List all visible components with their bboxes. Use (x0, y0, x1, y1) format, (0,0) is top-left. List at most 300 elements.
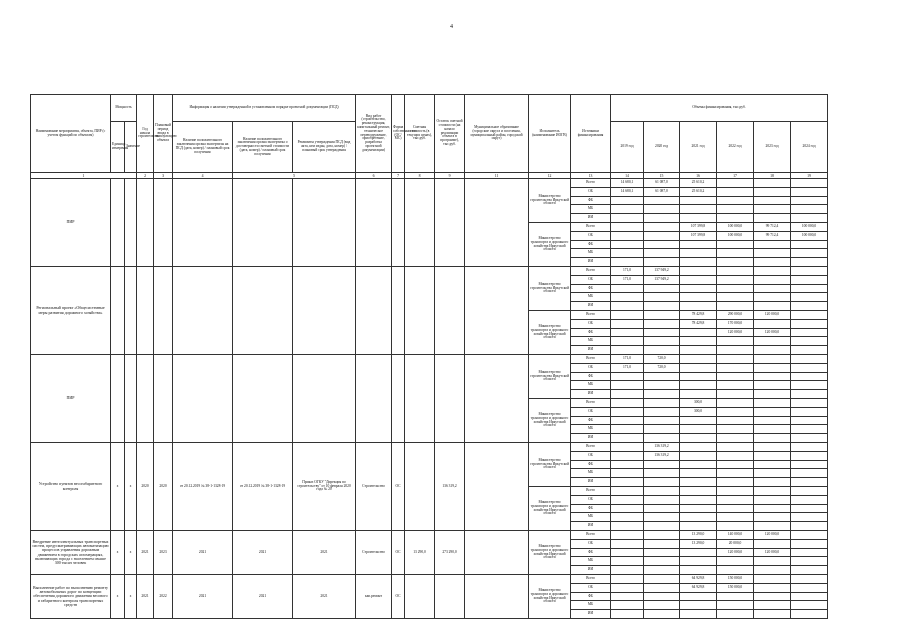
header-value: Значение (125, 122, 137, 173)
funding-value-cell (754, 487, 791, 496)
funding-value-cell (791, 566, 828, 575)
pd-estimate-cell: 2021 (233, 575, 293, 619)
funding-source-cell: ФБ (571, 372, 611, 381)
funding-value-cell (680, 214, 717, 223)
funding-value-cell (680, 495, 717, 504)
funding-value-cell (611, 214, 644, 223)
funding-value-cell (644, 346, 680, 355)
funding-value-cell (611, 548, 644, 557)
funding-value-cell (644, 399, 680, 408)
funding-value-cell (680, 469, 717, 478)
funding-value-cell (717, 196, 754, 205)
funding-value-cell (754, 179, 791, 188)
funding-value-cell (611, 592, 644, 601)
funding-value-cell (791, 478, 828, 487)
funding-value-cell (611, 557, 644, 566)
funding-source-cell: ИИ (571, 610, 611, 619)
funding-value-cell (754, 539, 791, 548)
column-number: 12 (529, 173, 571, 179)
funding-value-cell (754, 592, 791, 601)
funding-value-cell: 290 000,0 (717, 311, 754, 320)
funding-value-cell (644, 337, 680, 346)
object-name-cell: Внедрение интеллектуальных транспортных систем, предусматривающих автоматизацию процессов управления дорожным движением в городских агломерациях, включающих города с населением свыше 300 тысяч человек (31, 531, 111, 575)
funding-value-cell (791, 610, 828, 619)
investment-objects-table (30, 94, 864, 619)
funding-value-cell: 64 929,8 (680, 583, 717, 592)
funding-value-cell (611, 249, 644, 258)
header-year-2019: 2019 год (611, 122, 644, 173)
object-name-cell: Выполнение работ по выполнению ремонту автомобильных дорог по концепции обеспечения дорожного движения весового и габаритного контроля транспортных средств (31, 575, 111, 619)
end-year-cell: 2022 (154, 575, 173, 619)
funding-value-cell (717, 372, 754, 381)
funding-value-cell (611, 478, 644, 487)
funding-value-cell (791, 451, 828, 460)
end-year-cell (154, 355, 173, 443)
funding-value-cell (717, 487, 754, 496)
funding-value-cell (791, 275, 828, 284)
capacity-value-cell (125, 355, 137, 443)
remaining-cost-cell (435, 267, 465, 355)
funding-source-cell: ФБ (571, 416, 611, 425)
funding-value-cell (791, 416, 828, 425)
funding-source-cell: ФБ (571, 328, 611, 337)
funding-value-cell (680, 566, 717, 575)
capacity-value-cell: х (125, 531, 137, 575)
funding-value-cell (717, 187, 754, 196)
funding-value-cell: 61 087,0 (644, 179, 680, 188)
funding-source-cell: ОБ (571, 583, 611, 592)
funding-source-cell: ОБ (571, 495, 611, 504)
funding-value-cell: 150 000,0 (717, 583, 754, 592)
funding-value-cell (644, 469, 680, 478)
remaining-cost-cell (435, 179, 465, 267)
funding-value-cell (680, 460, 717, 469)
funding-value-cell (611, 469, 644, 478)
executor-cell: Министерство транспорта и дорожного хозяйства Иркутской области (529, 399, 571, 443)
funding-value-cell (644, 495, 680, 504)
object-name-cell: ПИР (31, 355, 111, 443)
funding-value-cell (644, 249, 680, 258)
funding-value-cell (754, 319, 791, 328)
funding-value-cell (644, 372, 680, 381)
funding-value-cell (754, 575, 791, 584)
funding-value-cell (754, 346, 791, 355)
funding-value-cell: 720,0 (644, 363, 680, 372)
funding-value-cell (791, 205, 828, 214)
pd-expertise-cell (173, 179, 233, 267)
funding-value-cell (717, 522, 754, 531)
funding-value-cell (754, 495, 791, 504)
capacity-value-cell: х (125, 575, 137, 619)
header-start-year: Год начала строительства (137, 95, 154, 173)
funding-value-cell (611, 601, 644, 610)
start-year-cell (137, 267, 154, 355)
funding-value-cell (611, 575, 644, 584)
header-year-2023: 2023 год (754, 122, 791, 173)
executor-cell: Министерство строительства Иркутской области (529, 267, 571, 311)
funding-value-cell (791, 434, 828, 443)
funding-value-cell (754, 460, 791, 469)
funding-value-cell (791, 355, 828, 364)
funding-value-cell (644, 548, 680, 557)
funding-value-cell (680, 258, 717, 267)
object-name-cell: Региональный проект «Общесистемные меры развития дорожного хозяйства» (31, 267, 111, 355)
funding-source-cell: МБ (571, 513, 611, 522)
table-row (31, 179, 864, 188)
funding-value-cell: 61 087,0 (644, 187, 680, 196)
funding-value-cell (611, 434, 644, 443)
funding-value-cell (611, 610, 644, 619)
funding-value-cell (680, 601, 717, 610)
funding-value-cell (754, 267, 791, 276)
estimate-cost-cell (405, 443, 435, 531)
funding-value-cell: 100 000,0 (791, 231, 828, 240)
funding-source-cell: ФБ (571, 504, 611, 513)
funding-value-cell (611, 319, 644, 328)
pd-estimate-cell (233, 355, 293, 443)
funding-value-cell (680, 522, 717, 531)
funding-value-cell (791, 196, 828, 205)
funding-value-cell (644, 381, 680, 390)
start-year-cell: 2020 (137, 443, 154, 531)
funding-value-cell (754, 196, 791, 205)
funding-value-cell (644, 390, 680, 399)
pd-expertise-cell: 2021 (173, 531, 233, 575)
funding-source-cell: Всего (571, 179, 611, 188)
header-pd-info: Информация о наличии утвержденной в установленном порядке проектной документации (ПСД) (173, 95, 356, 122)
header-end-year: Плановый период ввода в эксплуатацию объекта (154, 95, 173, 173)
funding-value-cell (754, 478, 791, 487)
funding-value-cell (644, 205, 680, 214)
funding-value-cell (680, 240, 717, 249)
executor-cell: Министерство транспорта и дорожного хозяйства Иркутской области (529, 487, 571, 531)
header-funding: Объемы финансирования, тыс.руб. (611, 95, 828, 122)
funding-value-cell (644, 522, 680, 531)
funding-value-cell (611, 443, 644, 452)
header-year-2022: 2022 год (717, 122, 754, 173)
funding-value-cell (680, 487, 717, 496)
header-pd-approval: Реквизиты утверждения ПСД (вид акта, кем издан, дата, номер) / плановый срок утверждения (293, 122, 356, 173)
header-pd-estimate: Наличие положительного заключения органа экспертизы о достоверности сметной стоимости (дата, номер) / плановый срок получения (233, 122, 293, 173)
funding-source-cell: Всего (571, 443, 611, 452)
funding-value-cell (680, 451, 717, 460)
municipality-cell (465, 443, 529, 531)
end-year-cell: 2020 (154, 443, 173, 531)
executor-cell: Министерство строительства Иркутской области (529, 355, 571, 399)
funding-value-cell (717, 469, 754, 478)
funding-value-cell (754, 187, 791, 196)
funding-value-cell (680, 610, 717, 619)
funding-value-cell (754, 249, 791, 258)
funding-value-cell (680, 196, 717, 205)
pd-approval-cell: 2021 (293, 575, 356, 619)
header-capacity: Мощность (111, 95, 137, 122)
work-type-cell: Строительство (356, 443, 392, 531)
funding-source-cell: ФБ (571, 284, 611, 293)
funding-source-cell: МБ (571, 469, 611, 478)
funding-source-cell: МБ (571, 601, 611, 610)
funding-value-cell (644, 425, 680, 434)
funding-value-cell (754, 293, 791, 302)
funding-value-cell (717, 610, 754, 619)
pd-expertise-cell: от 20.12.2019 № 38-1-1328-19 (173, 443, 233, 531)
pd-estimate-cell (233, 179, 293, 267)
funding-value-cell (680, 443, 717, 452)
funding-value-cell (791, 214, 828, 223)
funding-value-cell (754, 337, 791, 346)
funding-source-cell: ФБ (571, 592, 611, 601)
pd-approval-cell (293, 355, 356, 443)
header-executor: Исполнитель (наименование ИОГВ) (529, 95, 571, 173)
table-body (31, 179, 864, 619)
capacity-unit-cell (111, 179, 125, 267)
funding-value-cell (611, 583, 644, 592)
funding-value-cell: 170 000,0 (717, 319, 754, 328)
funding-source-cell: Всего (571, 355, 611, 364)
funding-source-cell: ФБ (571, 240, 611, 249)
funding-value-cell (791, 443, 828, 452)
column-number: 2 (137, 173, 154, 179)
object-name-cell: Устройство пунктов весогабаритного контроля (31, 443, 111, 531)
funding-value-cell: 140 000,0 (717, 531, 754, 540)
funding-value-cell (717, 504, 754, 513)
column-number: 3 (154, 173, 173, 179)
funding-value-cell (644, 566, 680, 575)
funding-source-cell: МБ (571, 293, 611, 302)
funding-value-cell (754, 372, 791, 381)
estimate-cost-cell (405, 575, 435, 619)
funding-value-cell (754, 601, 791, 610)
funding-value-cell: 300,0 (680, 399, 717, 408)
column-number: 7 (392, 173, 405, 179)
remaining-cost-cell: 273 290,0 (435, 531, 465, 575)
funding-value-cell (717, 284, 754, 293)
funding-source-cell: ОБ (571, 451, 611, 460)
funding-source-cell: Всего (571, 531, 611, 540)
funding-value-cell (791, 399, 828, 408)
funding-value-cell (680, 205, 717, 214)
funding-value-cell (717, 451, 754, 460)
funding-value-cell (791, 513, 828, 522)
funding-value-cell: 120 000,0 (754, 548, 791, 557)
funding-value-cell: 25 610,2 (680, 179, 717, 188)
funding-value-cell (717, 355, 754, 364)
funding-value-cell: 99 712,4 (754, 231, 791, 240)
funding-value-cell (791, 179, 828, 188)
funding-value-cell (611, 487, 644, 496)
funding-value-cell (754, 557, 791, 566)
funding-value-cell (791, 258, 828, 267)
end-year-cell (154, 179, 173, 267)
funding-source-cell: ОБ (571, 539, 611, 548)
funding-value-cell (644, 487, 680, 496)
funding-value-cell (754, 258, 791, 267)
capacity-unit-cell (111, 267, 125, 355)
end-year-cell: 2023 (154, 531, 173, 575)
column-number: 9 (435, 173, 465, 179)
funding-value-cell (611, 231, 644, 240)
column-number: 8 (405, 173, 435, 179)
funding-value-cell (644, 416, 680, 425)
funding-value-cell (611, 302, 644, 311)
work-type-cell: кап.ремонт (356, 575, 392, 619)
remaining-cost-cell (435, 575, 465, 619)
funding-value-cell (611, 381, 644, 390)
pd-approval-cell (293, 267, 356, 355)
funding-value-cell (611, 223, 644, 232)
funding-source-cell: ИИ (571, 478, 611, 487)
funding-value-cell (644, 302, 680, 311)
funding-value-cell: 100 000,0 (717, 223, 754, 232)
funding-value-cell (644, 319, 680, 328)
funding-value-cell (680, 478, 717, 487)
pd-approval-cell: Приказ ОГКУ "Дирекция по строительству" от 10 февраля 2020 года № 20 (293, 443, 356, 531)
funding-value-cell (611, 504, 644, 513)
funding-value-cell (791, 548, 828, 557)
funding-value-cell: 120 000,0 (717, 548, 754, 557)
estimate-cost-cell (405, 355, 435, 443)
funding-value-cell (680, 275, 717, 284)
funding-value-cell (754, 583, 791, 592)
funding-value-cell (680, 425, 717, 434)
funding-value-cell (754, 284, 791, 293)
funding-value-cell (717, 566, 754, 575)
funding-value-cell: 137 949,2 (644, 275, 680, 284)
ownership-cell (392, 355, 405, 443)
funding-value-cell (717, 592, 754, 601)
funding-source-cell: ИИ (571, 522, 611, 531)
funding-value-cell (717, 443, 754, 452)
pd-expertise-cell: 2021 (173, 575, 233, 619)
ownership-cell: ОС (392, 531, 405, 575)
funding-value-cell: 78 429,8 (680, 311, 717, 320)
funding-value-cell (754, 407, 791, 416)
funding-value-cell (644, 504, 680, 513)
ownership-cell (392, 179, 405, 267)
funding-value-cell (791, 601, 828, 610)
column-number: 19 (791, 173, 828, 179)
municipality-cell (465, 355, 529, 443)
funding-value-cell: 99 712,4 (754, 223, 791, 232)
funding-value-cell (717, 460, 754, 469)
funding-value-cell: 137 949,2 (644, 267, 680, 276)
start-year-cell: 2021 (137, 531, 154, 575)
funding-value-cell (611, 539, 644, 548)
funding-value-cell (791, 363, 828, 372)
executor-cell: Министерство строительства Иркутской области (529, 443, 571, 487)
funding-value-cell (717, 214, 754, 223)
funding-value-cell: 78 429,8 (680, 319, 717, 328)
funding-value-cell (680, 390, 717, 399)
funding-value-cell (717, 381, 754, 390)
funding-value-cell (717, 267, 754, 276)
funding-value-cell: 107 399,8 (680, 231, 717, 240)
funding-value-cell (644, 575, 680, 584)
funding-value-cell (754, 240, 791, 249)
start-year-cell (137, 179, 154, 267)
funding-value-cell (680, 337, 717, 346)
funding-value-cell (754, 566, 791, 575)
header-unit: Единица измерения (111, 122, 125, 173)
funding-value-cell (717, 363, 754, 372)
pd-expertise-cell (173, 267, 233, 355)
funding-value-cell (680, 249, 717, 258)
funding-value-cell (791, 495, 828, 504)
funding-value-cell (791, 522, 828, 531)
funding-value-cell (791, 539, 828, 548)
funding-value-cell (791, 328, 828, 337)
funding-value-cell (680, 557, 717, 566)
funding-value-cell (717, 275, 754, 284)
funding-value-cell (680, 381, 717, 390)
funding-value-cell (754, 610, 791, 619)
table-row (31, 355, 864, 364)
start-year-cell: 2021 (137, 575, 154, 619)
funding-value-cell: 120 000,0 (754, 328, 791, 337)
pd-expertise-cell (173, 355, 233, 443)
funding-value-cell: 100 000,0 (791, 223, 828, 232)
funding-value-cell (644, 293, 680, 302)
funding-source-cell: МБ (571, 337, 611, 346)
pd-estimate-cell: от 20.12.2019 № 38-1-1328-19 (233, 443, 293, 531)
funding-value-cell: 13 290,0 (680, 539, 717, 548)
funding-value-cell (754, 416, 791, 425)
capacity-value-cell (125, 179, 137, 267)
funding-value-cell: 14 680,1 (611, 179, 644, 188)
funding-source-cell: ОБ (571, 407, 611, 416)
capacity-unit-cell: х (111, 531, 125, 575)
header-work-type: Вид работ (строительство, реконструкция, капитальный ремонт, техническое перевооружение, приобретение, разработка проектной документации) (356, 95, 392, 173)
funding-source-cell: Всего (571, 575, 611, 584)
funding-value-cell (644, 583, 680, 592)
column-number: 13 (571, 173, 611, 179)
table-row (31, 575, 864, 584)
column-number: 6 (356, 173, 392, 179)
header-name: Наименование мероприятия, объекта, ПИР (с учетом функций по объектам) (31, 95, 111, 173)
funding-source-cell: ОБ (571, 231, 611, 240)
funding-source-cell: ОБ (571, 275, 611, 284)
capacity-unit-cell: х (111, 443, 125, 531)
funding-value-cell: 120 000,0 (717, 328, 754, 337)
municipality-cell (465, 531, 529, 575)
funding-value-cell (644, 196, 680, 205)
column-number: 4 (173, 173, 233, 179)
funding-value-cell (791, 372, 828, 381)
executor-cell: Министерство строительства Иркутской области (529, 179, 571, 223)
header-pd-expertise: Наличие положительного заключения органа экспертизы на ПСД (дата, номер) / плановый срок получения (173, 122, 233, 173)
funding-value-cell: 171,0 (611, 275, 644, 284)
funding-value-cell (791, 267, 828, 276)
funding-value-cell (754, 451, 791, 460)
funding-value-cell (754, 434, 791, 443)
funding-value-cell: 20 000,0 (717, 539, 754, 548)
funding-value-cell (644, 284, 680, 293)
funding-value-cell (754, 399, 791, 408)
header-sources: Источники финансирования (571, 95, 611, 173)
funding-value-cell (717, 205, 754, 214)
funding-value-cell (717, 399, 754, 408)
funding-value-cell (791, 346, 828, 355)
funding-value-cell (680, 548, 717, 557)
funding-value-cell (754, 469, 791, 478)
funding-value-cell (611, 284, 644, 293)
funding-value-cell (611, 407, 644, 416)
funding-value-cell (644, 214, 680, 223)
funding-value-cell (680, 346, 717, 355)
funding-value-cell (717, 302, 754, 311)
pd-approval-cell: 2021 (293, 531, 356, 575)
funding-value-cell: 107 399,8 (680, 223, 717, 232)
